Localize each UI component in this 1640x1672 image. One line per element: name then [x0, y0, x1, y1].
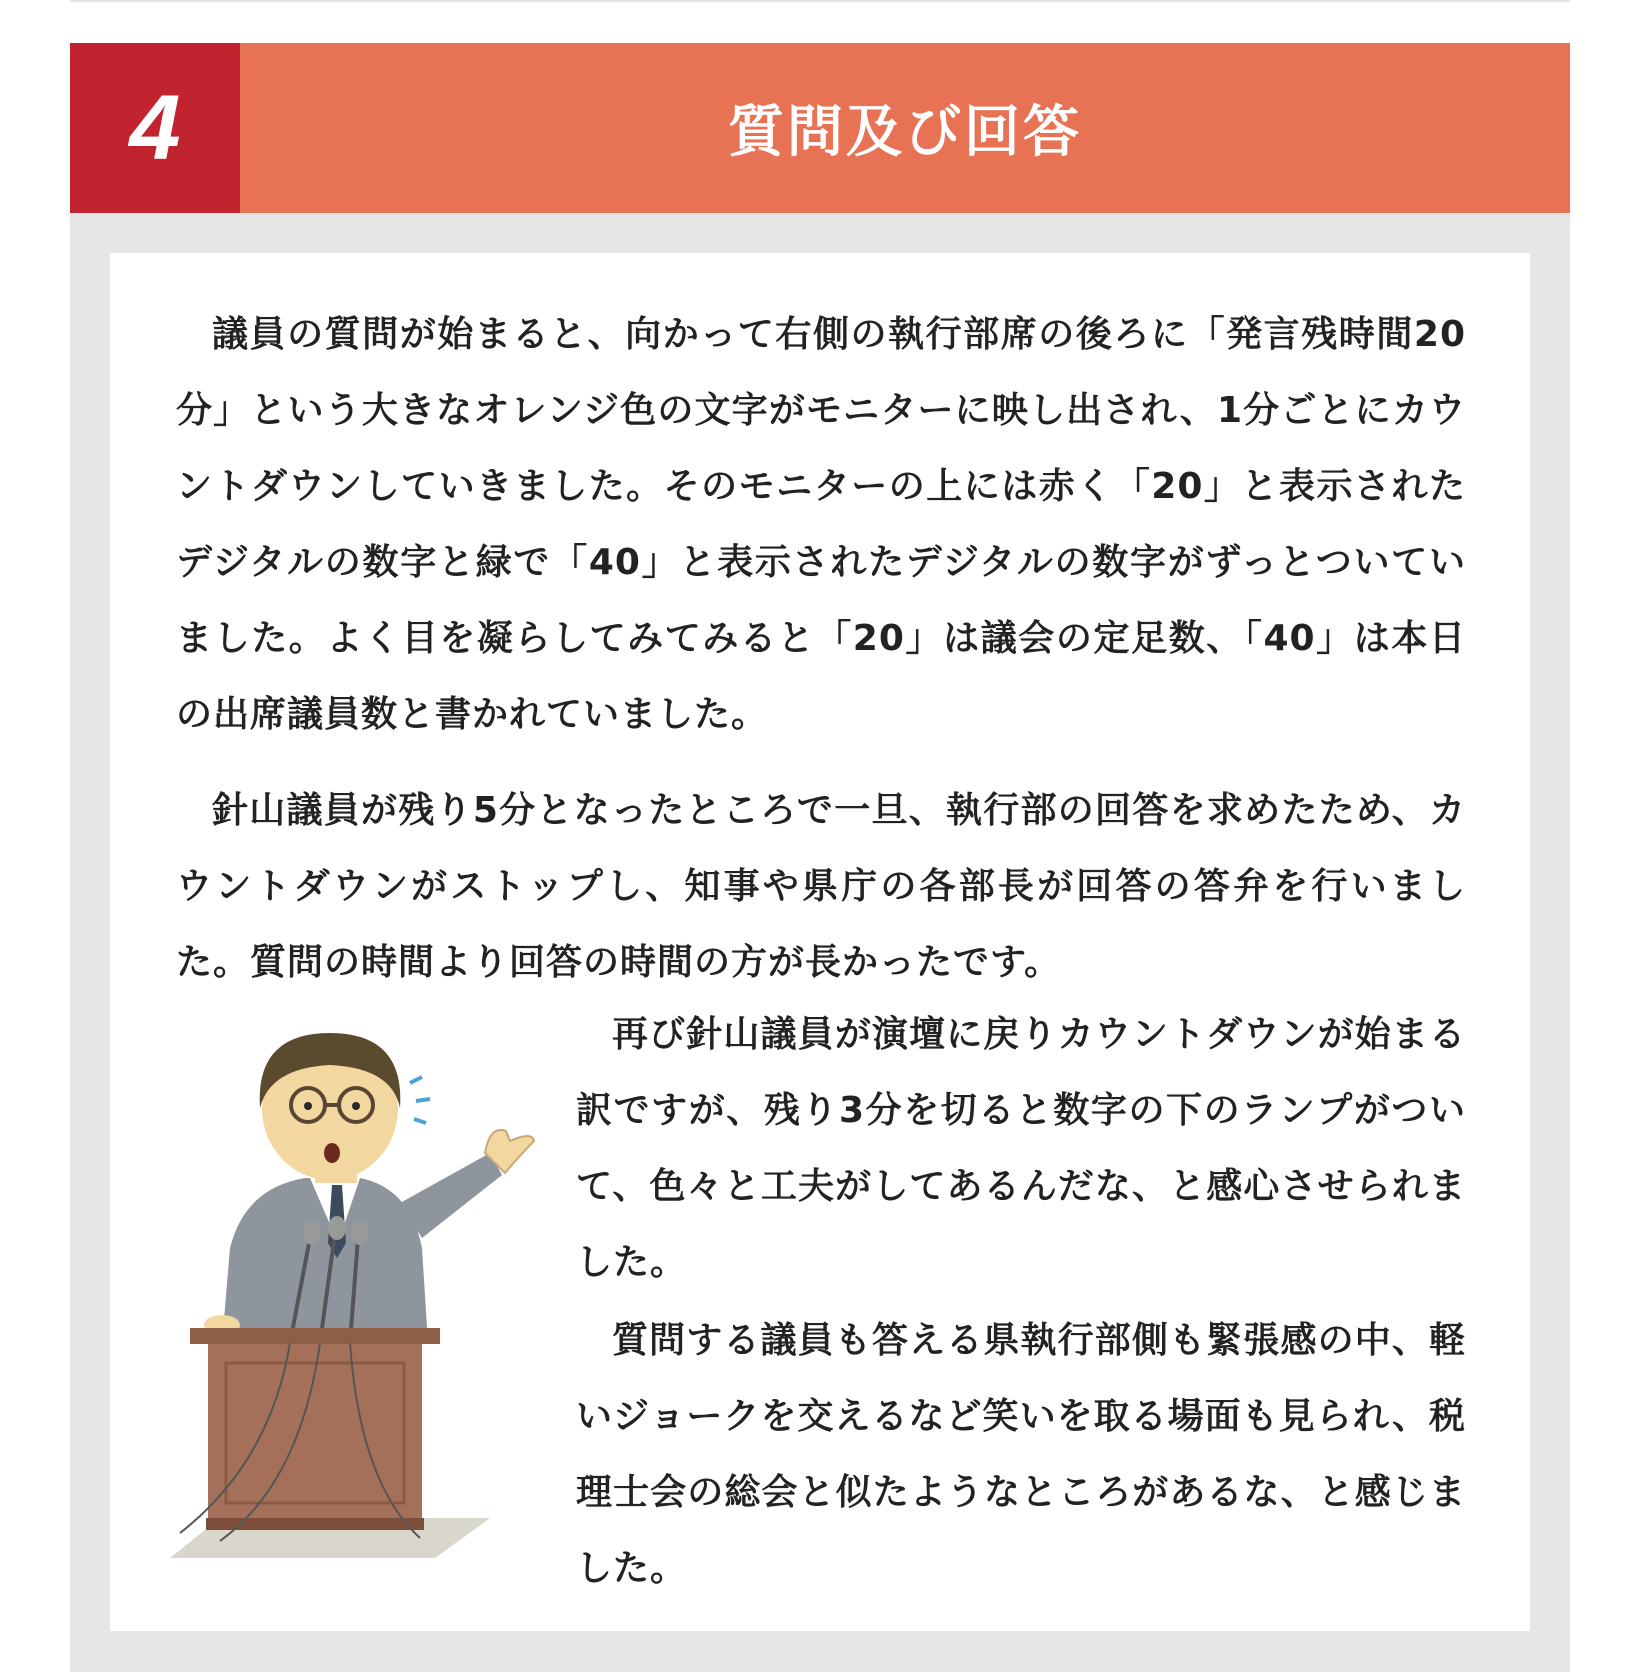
- content-card: [110, 253, 1530, 1631]
- emphasis-mark: [416, 1099, 430, 1101]
- eye-left: [304, 1102, 312, 1110]
- paragraph-2: 針山議員が残り5分となったところで一旦、執行部の回答を求めたため、カウントダウンがストップし、知事や県庁の各部長が回答の答弁を行いました。質問の時間より回答の時間の方が長かったです。: [176, 790, 1466, 983]
- section-number: 4: [129, 76, 181, 179]
- section-4: [70, 43, 1570, 1672]
- microphone: [351, 1221, 369, 1245]
- emphasis-mark: [410, 1077, 422, 1083]
- raised-arm: [400, 1153, 502, 1238]
- speaker-at-podium-illustration: [160, 1013, 540, 1573]
- paragraph-1: 議員の質問が始まると、向かって右側の執行部席の後ろに「発言残時間20分」という大きなオレンジ色の文字がモニターに映し出され、1分ごとにカウントダウンしていきました。そのモニターの上には赤く「20」と表示されたデジタルの数字と緑で「40」と表示されたデジタルの数字がずっとついていました。よく目を凝らしてみてみると「20」は議会の定足数、「40」は本日の出席議員数と書かれていました。: [176, 314, 1466, 735]
- podium-top: [190, 1328, 440, 1344]
- podium-base: [206, 1518, 424, 1530]
- paragraph-4: 質問する議員も答える県執行部側も緊張感の中、軽いジョークを交えるなど笑いを取る場面も見られ、税理士会の総会と似たようなところがあるな、と感じました。: [576, 1320, 1466, 1589]
- section-title: 質問及び回答: [728, 100, 1082, 165]
- microphone: [328, 1216, 346, 1240]
- microphone: [303, 1221, 321, 1245]
- section-number-box: [70, 43, 240, 213]
- top-divider: [70, 0, 1570, 2]
- section-header: [70, 43, 1570, 213]
- paragraph-3: 再び針山議員が演壇に戻りカウントダウンが始まる訳ですが、残り3分を切ると数字の下のランプがついて、色々と工夫がしてあるんだな、と感心させられました。: [576, 1014, 1466, 1283]
- eye-right: [352, 1102, 360, 1110]
- mouth: [324, 1143, 340, 1163]
- emphasis-mark: [414, 1119, 426, 1123]
